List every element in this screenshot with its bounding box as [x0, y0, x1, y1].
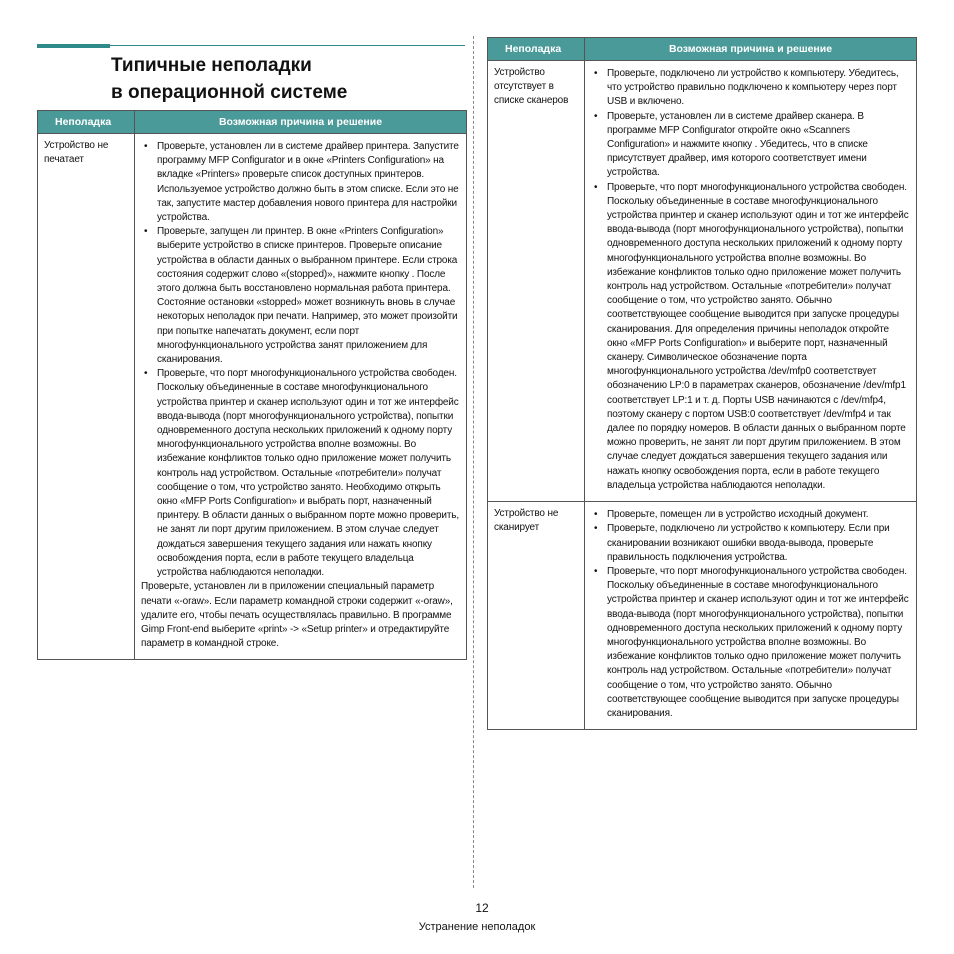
title-rule — [110, 45, 465, 46]
solution-item: • Проверьте, запущен ли принтер. В окне «Printers Configuration» выберите устройство в списке принтеров. Проверьте описание устройства в области данных о выбранном принтере. Если строка состояния содержит слово «(stopped)», нажмите кнопку . После этого должна быть восстановлено нормальная работа принтера. Состояние остановки «stopped» может возникнуть вновь в случае некоторых неполадок при печати. Например, это может произойти при попытке напечатать документ, если порт многофункционального устройства занят приложением для сканирования. — [157, 225, 460, 367]
solution-cell — [585, 61, 917, 502]
table-row — [488, 61, 917, 502]
column-header-problem: Неполадка — [488, 38, 585, 61]
solution-list — [591, 67, 910, 493]
title-accent-bar — [37, 44, 110, 48]
issue-text: Устройство отсутствует в списке сканеров — [494, 67, 569, 107]
solution-item: • Проверьте, подключено ли устройство к компьютеру. Убедитесь, что устройство правильно подключено к компьютеру через порт USB и включено. — [607, 67, 910, 110]
solution-item: • Проверьте, помещен ли в устройство исходный документ. — [607, 508, 910, 522]
page-number: 12 — [475, 901, 489, 915]
issue-text: Устройство не печатает — [44, 140, 109, 166]
table-header-row — [38, 111, 467, 134]
page-title — [111, 52, 347, 106]
page-title-line-1: Типичные неполадки — [111, 55, 312, 76]
page-title-line-2: в операционной системе — [111, 82, 348, 103]
solution-item: • Проверьте, что порт многофункционального устройства свободен. Поскольку объединенные в составе многофункционального устройства принтер и сканер используют один и тот же интерфейс ввода-вывода (порт многофункционального устройства), попытки одновременного доступа нескольких приложений к одному порту многофункционального устройства вполне возможны. Во избежание конфликтов только одно приложение может получить контроль над устройством. Остальные «потребители» получат сообщение о том, что устройство занято. Необходимо открыть окно «MFP Ports Configuration» и выбрать порт, назначенный принтеру. В области данных о выбранном порте можно проверить, не занят ли порт другим приложением. В этом случае следует дождаться завершения текущего задания или нажать кнопку освобождения порта, если в работе текущего владельца устройства наблюдаются неполадки. — [157, 367, 460, 580]
column-header-solution: Возможная причина и решение — [135, 111, 467, 134]
troubleshooting-table-right — [487, 37, 917, 730]
solution-list — [141, 140, 460, 580]
issue-cell — [488, 61, 585, 502]
column-divider — [473, 36, 474, 888]
table-row — [38, 134, 467, 660]
issue-cell — [488, 502, 585, 730]
solution-item: • Проверьте, что порт многофункционального устройства свободен. Поскольку объединенные в составе многофункционального устройства принтер и сканер используют один и тот же интерфейс ввода-вывода (порт многофункционального устройства), попытки одновременного доступа нескольких приложений к одному порту многофункционального устройства вполне возможны. Во избежание конфликтов только одно приложение может получить контроль над устройством. Остальные «потребители» получат сообщение о том, что устройство занято. Обычно соответствующее сообщение выводится при запуске процедуры сканирования. Для определения причины неполадок откройте окно «MFP Ports Configuration» и выберите порт, назначенный сканеру. Символическое обозначение порта многофункционального устройства /dev/mfp0 соответствует обозначению LP:0 в параметрах сканеров, обозначение /dev/mfp1 соответствует LP:1 и т. д. Порты USB начинаются с /dev/mfp4, поэтому сканеру с портом USB:0 соответствует /dev/mfp4 и так далее по порядку номеров. В области данных о выбранном порте можно проверить, не занят ли порт другим приложением. В этом случае следует дождаться завершения текущего задания или нажать кнопку освобождения порта, если в работе текущего владельца устройства наблюдаются неполадки. — [607, 181, 910, 493]
troubleshooting-table-left — [37, 110, 467, 660]
solution-cell — [135, 134, 467, 660]
page-footer: Устранение неполадок — [418, 921, 536, 933]
table-header-row — [488, 38, 917, 61]
solution-cell — [585, 502, 917, 730]
solution-item: • Проверьте, установлен ли в системе драйвер принтера. Запустите программу MFP Configurator и в окне «Printers Configuration» на вкладке «Printers» проверьте список доступных принтеров. Используемое устройство должно быть в этом списке. Если это не так, запустите мастер добавления нового принтера для настройки устройства. — [157, 140, 460, 225]
table-row — [488, 502, 917, 730]
column-header-solution: Возможная причина и решение — [585, 38, 917, 61]
solution-paragraph: Проверьте, установлен ли в приложении специальный параметр печати «-oraw». Если параметр командной строки содержит «-oraw», удалите его, чтобы печать осуществлялась правильно. В программе Gimp Front-end выберите «print» -> «Setup printer» и отредактируйте параметр в командной строке. — [141, 581, 453, 650]
issue-text: Устройство не сканирует — [494, 508, 559, 534]
solution-item: • Проверьте, установлен ли в системе драйвер сканера. В программе MFP Configurator откройте окно «Scanners Configuration» и нажмите кнопку . Убедитесь, что в списке присутствует драйвер, имя которого соответствует имени устройства. — [607, 110, 910, 181]
solution-list — [591, 508, 910, 721]
solution-item: • Проверьте, что порт многофункционального устройства свободен. Поскольку объединенные в составе многофункционального устройства принтер и сканер используют один и тот же интерфейс ввода-вывода (порт многофункционального устройства), попытки одновременного доступа нескольких приложений к одному порту многофункционального устройства вполне возможны. Во избежание конфликтов только одно приложение может получить контроль над устройством. Остальные «потребители» получат сообщение о том, что устройство занято. Обычно соответствующее сообщение выводится при запуске процедуры сканирования. — [607, 565, 910, 721]
solution-item: • Проверьте, подключено ли устройство к компьютеру. Если при сканировании возникают ошибки ввода-вывода, проверьте правильность подключения устройства. — [607, 522, 910, 565]
issue-cell — [38, 134, 135, 660]
column-header-problem: Неполадка — [38, 111, 135, 134]
